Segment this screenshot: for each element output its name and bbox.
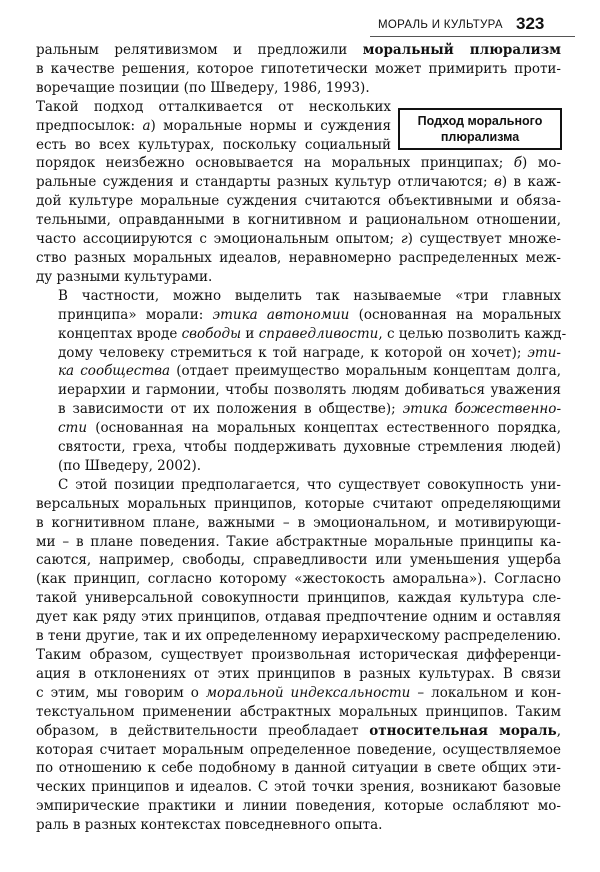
text-run: (основанная на моральных bbox=[349, 306, 561, 323]
text-line: в когнитивном плане, важными – в эмоциональном, и мотивирующи- bbox=[36, 514, 561, 531]
text-line: версальных моральных принципов, которые считают определяющими bbox=[36, 495, 561, 512]
text-run: дому человеку стремиться к той награде, к которой он хочет); bbox=[58, 344, 528, 361]
text-run: в зависимости от их положения в обществе); bbox=[58, 401, 403, 418]
text-line: ческих принципов и идеалов. С этой точки зрения, возникают базовые bbox=[36, 779, 561, 796]
text-run: этика автономии bbox=[212, 306, 350, 323]
text-run: б bbox=[513, 155, 523, 172]
text-run: ка сообщества bbox=[58, 363, 171, 380]
text-line: воречащие позиции (по Шведеру, 1986, 1993). bbox=[36, 79, 370, 96]
text-line: текстуальном применении абстрактных моральных принципов. Таким bbox=[36, 703, 561, 720]
text-run: ральные суждения и стандарты разных культур отличаются; bbox=[36, 174, 494, 191]
text-line bbox=[36, 362, 561, 381]
text-line: С этой позиции предполагается, что существует совокупность уни- bbox=[58, 476, 561, 493]
text-run: г bbox=[400, 231, 408, 248]
text-run: ) мо- bbox=[522, 155, 562, 172]
text-line: дует как ряду этих принципов, отдавая предпочтение одним и оставляя bbox=[36, 609, 561, 626]
text-line: эмпирические практики и линии поведения, которые ослабляют мо- bbox=[36, 798, 561, 815]
text-line: В частности, можно выделить так называемые «три главных bbox=[58, 287, 561, 304]
text-run: свободы bbox=[181, 325, 242, 342]
text-line bbox=[36, 230, 561, 249]
page-number: 323 bbox=[516, 14, 545, 33]
text-line: саются, например, свободы, справедливости или уменьшения ущерба bbox=[36, 552, 561, 569]
text-run: этика божественно- bbox=[402, 401, 561, 418]
text-run: , bbox=[556, 722, 561, 739]
text-run: сти bbox=[58, 420, 88, 437]
text-line: ми – в плане поведения. Такие абстрактные моральные принципы ка- bbox=[36, 533, 561, 550]
text-line: тельными, оправданными в когнитивном и рациональном отношении, bbox=[36, 212, 561, 229]
text-run: (основанная на моральных концептах естественного порядка, bbox=[87, 420, 561, 437]
text-line bbox=[36, 722, 561, 741]
text-line: ация в отклонениях от этих принципов в разных культурах. В связи bbox=[36, 665, 561, 682]
text-line: Таким образом, существует произвольная историческая дифференци- bbox=[36, 647, 561, 663]
text-line: в тени другие, так и их определенному иерархическому распределению. bbox=[36, 628, 561, 645]
text-run: моральной индексальности bbox=[205, 684, 411, 701]
text-line bbox=[36, 173, 561, 192]
term-relative-morality: относительная мораль bbox=[369, 722, 557, 739]
text-line: такой универсальной совокупности принципов, каждая культура сле- bbox=[36, 590, 561, 607]
text-run: образом, в действительности преобладает bbox=[36, 722, 370, 739]
paragraph-4 bbox=[36, 476, 561, 835]
body-text bbox=[36, 41, 567, 835]
text-line bbox=[36, 41, 561, 60]
text-line bbox=[36, 325, 567, 344]
text-line bbox=[36, 117, 391, 136]
text-line bbox=[36, 400, 561, 419]
text-run: ) существует множе- bbox=[407, 231, 561, 248]
text-line: ду разными культурами. bbox=[36, 268, 213, 285]
text-line: ство разных моральных идеалов, неравномерно распределенных меж- bbox=[36, 249, 561, 266]
text-run: (отдает преимущество моральным концептам долга, bbox=[170, 363, 561, 380]
text-line: по отношению к себе подобному в данной ситуации в свете общих эти- bbox=[36, 760, 561, 777]
text-run: ральным релятивизмом и предложили bbox=[36, 42, 363, 58]
term-moral-pluralism: моральный плюрализм bbox=[362, 42, 561, 58]
text-run: предпосылок: bbox=[36, 117, 143, 134]
text-run: принципа» морали: bbox=[58, 306, 213, 323]
text-line bbox=[36, 419, 561, 438]
text-line: есть во всех культурах, поскольку социальный bbox=[36, 136, 391, 153]
text-line bbox=[36, 684, 561, 703]
text-run: – локальном и кон- bbox=[410, 684, 562, 701]
text-line: святости, греха, чтобы поддерживать духовные стремления людей) bbox=[58, 439, 561, 456]
text-line: дой культуре моральные суждения считаются объективными и обяза- bbox=[36, 193, 561, 210]
paragraph-2 bbox=[36, 98, 561, 287]
text-run: концептах вроде bbox=[58, 325, 182, 342]
text-run: и bbox=[241, 325, 259, 342]
text-line: (как принцип, согласно которому «жестокость аморальна»). Согласно bbox=[36, 571, 561, 588]
text-line: в качестве решения, которое гипотетически может примирить проти- bbox=[36, 60, 561, 77]
text-line bbox=[36, 306, 561, 325]
text-line bbox=[36, 154, 561, 173]
wrapped-lines bbox=[36, 98, 561, 155]
text-run: в bbox=[493, 174, 502, 191]
margin-note-line-2: плюрализма bbox=[440, 129, 520, 144]
text-run: эти- bbox=[527, 344, 561, 361]
text-line: которая считает моральным определенное поведение, осуществляемое bbox=[36, 741, 561, 758]
text-run: часто ассоциируются с эмоциональным опытом; bbox=[36, 231, 401, 248]
margin-note-line-1: Подход морального bbox=[417, 114, 543, 128]
text-run: справедливости bbox=[258, 325, 379, 342]
text-line: (по Шведеру, 2002). bbox=[58, 457, 202, 474]
running-header bbox=[378, 14, 578, 36]
text-run: с этим, мы говорим о bbox=[36, 684, 206, 701]
text-run: а bbox=[142, 117, 151, 134]
text-line: Такой подход отталкивается от нескольких bbox=[36, 98, 391, 115]
text-run: порядок неизбежно основывается на моральных принципах; bbox=[36, 155, 514, 172]
text-run: ) в каж- bbox=[501, 174, 561, 191]
text-run: , с целью позволить кажд- bbox=[378, 325, 567, 342]
text-line bbox=[36, 344, 561, 363]
header-rule bbox=[370, 36, 575, 37]
paragraph-3 bbox=[36, 287, 567, 476]
text-line: иерархии и гармонии, чтобы позволять людям добиваться уважения bbox=[58, 382, 561, 399]
text-run: ) моральные нормы и суждения bbox=[150, 117, 391, 134]
paragraph-1 bbox=[36, 41, 561, 98]
running-title: МОРАЛЬ И КУЛЬТУРА bbox=[378, 19, 503, 31]
text-line: раль в разных контекстах повседневного опыта. bbox=[36, 817, 383, 834]
